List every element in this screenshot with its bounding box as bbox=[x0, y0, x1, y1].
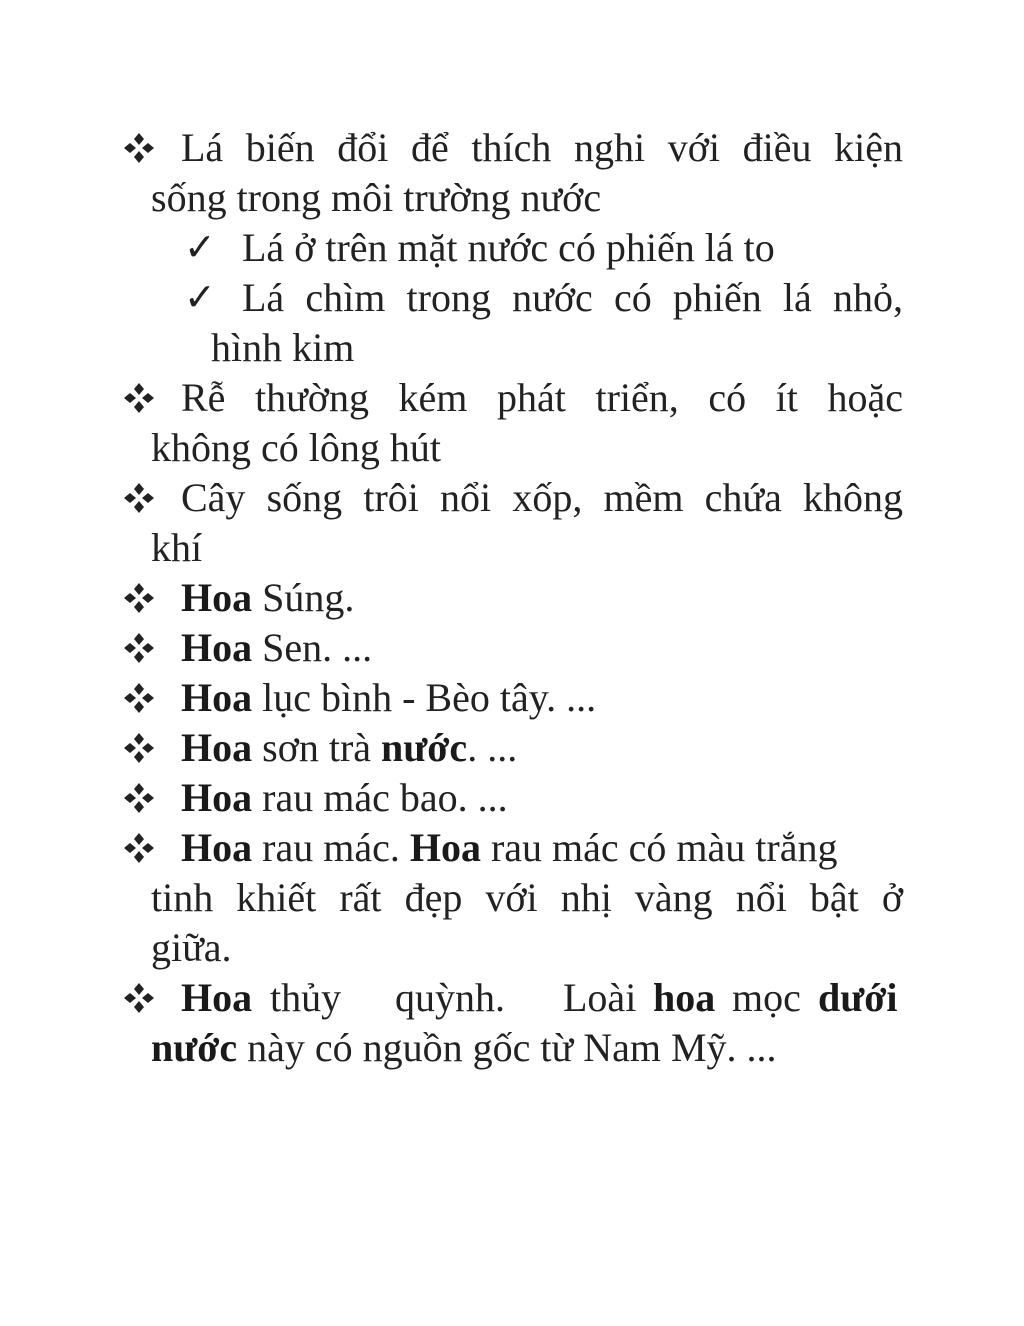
diamond-bullet-icon bbox=[121, 480, 157, 516]
diamond-bullet-icon bbox=[121, 130, 157, 166]
diamond-bullet-icon bbox=[121, 380, 157, 416]
bold-word: nước bbox=[151, 1025, 238, 1070]
item-10-word-2: thủy bbox=[270, 975, 342, 1020]
item-10-word-5 bbox=[653, 973, 715, 1023]
item-10-line-2 bbox=[151, 1023, 777, 1073]
checkmark-icon: ✓ bbox=[184, 225, 216, 269]
bold-word: hoa bbox=[653, 975, 716, 1020]
item-2-line-2: không có lông hút bbox=[151, 425, 441, 470]
bold-word: Hoa bbox=[181, 675, 253, 720]
item-9-line-1 bbox=[181, 823, 837, 873]
item-text: . ... bbox=[467, 725, 518, 770]
item-10-word-7 bbox=[818, 973, 898, 1023]
item-text: rau mác. bbox=[252, 825, 410, 870]
item-8-line bbox=[181, 773, 508, 823]
bold-word: Hoa bbox=[181, 625, 253, 670]
item-7-line bbox=[181, 723, 517, 773]
item-4-line bbox=[181, 573, 354, 623]
diamond-bullet-icon bbox=[121, 830, 157, 866]
bold-word: Hoa bbox=[181, 975, 253, 1020]
item-text: rau mác bao. ... bbox=[252, 775, 508, 820]
diamond-bullet-icon bbox=[121, 980, 157, 1016]
diamond-bullet-icon bbox=[121, 630, 157, 666]
item-text: lục bình - Bèo tây. ... bbox=[252, 675, 597, 720]
item-10-word-1 bbox=[181, 973, 252, 1023]
item-2-line-1: Rễ thường kém phát triển, có ít hoặc bbox=[181, 375, 903, 420]
bold-word: Hoa bbox=[181, 775, 253, 820]
item-1-line-2: sống trong môi trường nước bbox=[151, 175, 602, 220]
bold-word: nước bbox=[381, 725, 468, 770]
bold-word: Hoa bbox=[181, 725, 253, 770]
sub-item-1-line-1: Lá ở trên mặt nước có phiến lá to bbox=[242, 225, 775, 270]
diamond-bullet-icon bbox=[121, 580, 157, 616]
item-3-line-1: Cây sống trôi nổi xốp, mềm chứa không bbox=[181, 475, 903, 520]
item-6-line bbox=[181, 673, 596, 723]
diamond-bullet-icon bbox=[121, 730, 157, 766]
item-text: này có nguồn gốc từ Nam Mỹ. ... bbox=[237, 1025, 777, 1070]
item-9-line-2: tinh khiết rất đẹp với nhị vàng nổi bật ở bbox=[151, 875, 903, 920]
item-9-line-3: giữa. bbox=[151, 925, 232, 970]
diamond-bullet-icon bbox=[121, 680, 157, 716]
item-5-line bbox=[181, 623, 372, 673]
item-3-line-2: khí bbox=[151, 525, 203, 570]
bold-word: Hoa bbox=[181, 825, 253, 870]
item-1-line-1: Lá biến đổi để thích nghi với điều kiện bbox=[181, 125, 903, 170]
bold-word: dưới bbox=[818, 975, 898, 1020]
item-text: sơn trà bbox=[252, 725, 382, 770]
item-text: rau mác có màu trắng bbox=[480, 825, 838, 870]
diamond-bullet-icon bbox=[121, 780, 157, 816]
sub-item-2-line-1: Lá chìm trong nước có phiến lá nhỏ, bbox=[242, 275, 903, 320]
bold-word: Hoa bbox=[181, 575, 253, 620]
item-10-word-6: mọc bbox=[732, 975, 801, 1020]
sub-item-2-line-2: hình kim bbox=[211, 325, 355, 370]
bold-word: Hoa bbox=[409, 825, 481, 870]
item-text: Sen. ... bbox=[252, 625, 373, 670]
item-10-word-3: quỳnh. bbox=[395, 975, 505, 1020]
item-10-word-4: Loài bbox=[563, 975, 637, 1020]
checkmark-icon: ✓ bbox=[184, 275, 216, 319]
item-text: Súng. bbox=[252, 575, 355, 620]
